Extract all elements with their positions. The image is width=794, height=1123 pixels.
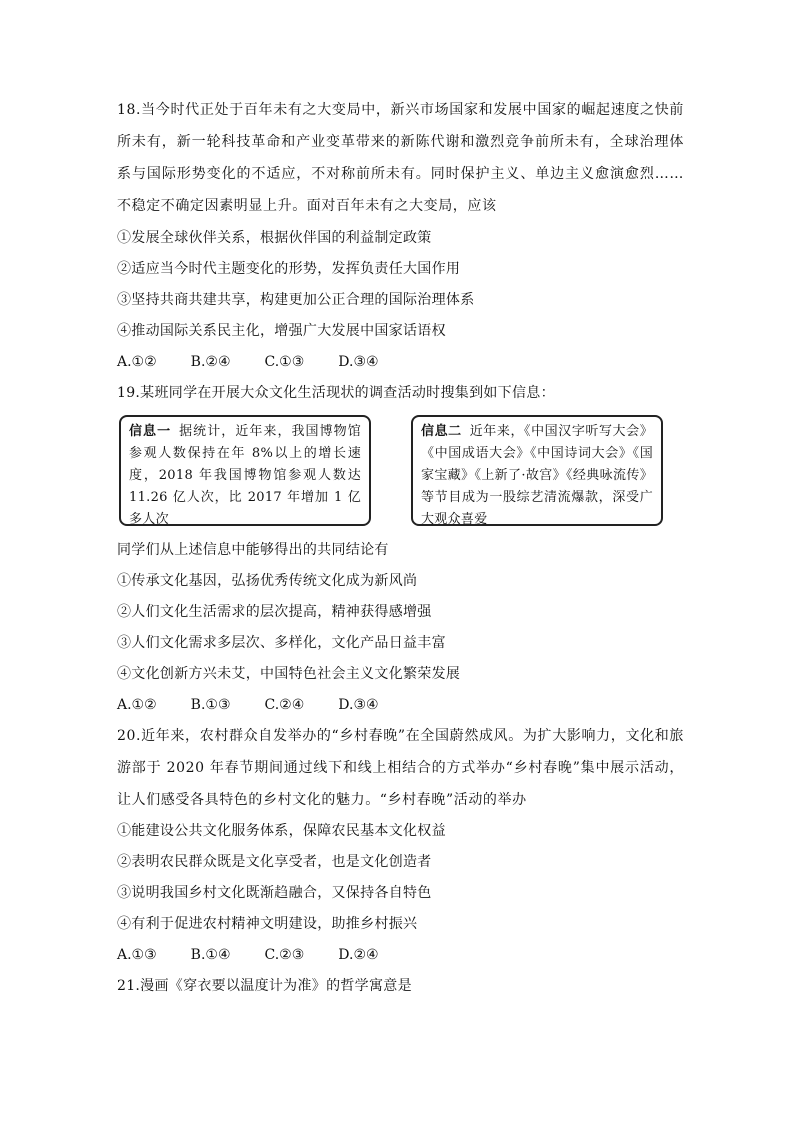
q20-choice-b: B.①④ [190,947,231,963]
q18-option-1: ①发展全球伙伴关系，根据伙伴国的利益制定政策 [117,230,432,246]
q19-option-1: ①传承文化基因，弘扬优秀传统文化成为新风尚 [117,573,418,589]
q19-option-2: ②人们文化生活需求的层次提高，精神获得感增强 [117,604,432,620]
q20-choice-d: D.②④ [338,947,379,963]
info-box-2 [411,415,663,526]
q18-choice-c: C.①③ [264,354,305,370]
q18-option-4: ④推动国际关系民主化，增强广大发展中国家话语权 [117,323,446,339]
info-box-1-head: 信息一 [129,424,172,439]
q21-stem: 21.漫画《穿衣要以温度计为准》的哲学寓意是 [117,978,412,994]
q20-choices [117,945,413,965]
q19-prompt: 同学们从上述信息中能够得出的共同结论有 [117,542,389,558]
q19-choice-a: A.①② [117,697,157,713]
q19-option-4: ④文化创新方兴未艾，中国特色社会主义文化繁荣发展 [117,666,461,682]
q18-choice-d: D.③④ [338,354,379,370]
q20-option-1: ①能建设公共文化服务体系，保障农民基本文化权益 [117,823,446,839]
q18-choices [117,352,413,372]
q18-option-2: ②适应当今时代主题变化的形势，发挥负责任大国作用 [117,261,461,277]
q19-choices [117,695,413,715]
info-box-1 [119,415,371,526]
q19-stem: 19.某班同学在开展大众文化生活现状的调查活动时搜集到如下信息： [117,385,555,401]
q20-option-4: ④有利于促进农村精神文明建设，助推乡村振兴 [117,916,418,932]
q20-choice-c: C.②③ [264,947,305,963]
q18-stem: 18.当今时代正处于百年未有之大变局中，新兴市场国家和发展中国家的崛起速度之快前所未有，新一轮科技革命和产业变革带来的新陈代谢和激烈竞争前所未有，全球治理体系与国际形势变化的不适应，不对称前所未有。同时保护主义、单边主义愈演愈烈……不稳定不确定因素明显上升。面对百年未有之大变局，应该 [117,102,684,214]
q18-choice-b: B.②④ [190,354,231,370]
info-box-2-text: 近年来，《中国汉字听写大会》《中国成语大会》《中国诗词大会》《国家宝藏》《上新了·故宫》《经典咏流传》等节目成为一股综艺清流爆款，深受广大观众喜爱 [421,424,654,527]
q19-choice-c: C.②④ [264,697,305,713]
q20-option-3: ③说明我国乡村文化既渐趋融合，又保持各自特色 [117,885,432,901]
q19-choice-b: B.①③ [190,697,231,713]
info-box-2-head: 信息二 [421,424,462,439]
q19-choice-d: D.③④ [338,697,379,713]
q19-option-3: ③人们文化需求多层次、多样化，文化产品日益丰富 [117,635,446,651]
q20-stem: 20.近年来，农村群众自发举办的“乡村春晚”在全国蔚然成风。为扩大影响力，文化和旅游部于 2020 年春节期间通过线下和线上相结合的方式举办“乡村春晚”集中展示活动，让人们感受各具特色的乡村文化的魅力。“乡村春晚”活动的举办 [117,728,684,808]
q20-choice-a: A.①③ [117,947,157,963]
q20-option-2: ②表明农民群众既是文化享受者，也是文化创造者 [117,854,432,870]
info-box-1-text: 据统计，近年来，我国博物馆参观人数保持在年 8%以上的增长速度，2018 年我国博物馆参观人数达 11.26 亿人次，比 2017 年增加 1 亿多人次 [129,424,361,527]
q18-option-3: ③坚持共商共建共享，构建更加公正合理的国际治理体系 [117,292,475,308]
q18-choice-a: A.①② [117,354,157,370]
